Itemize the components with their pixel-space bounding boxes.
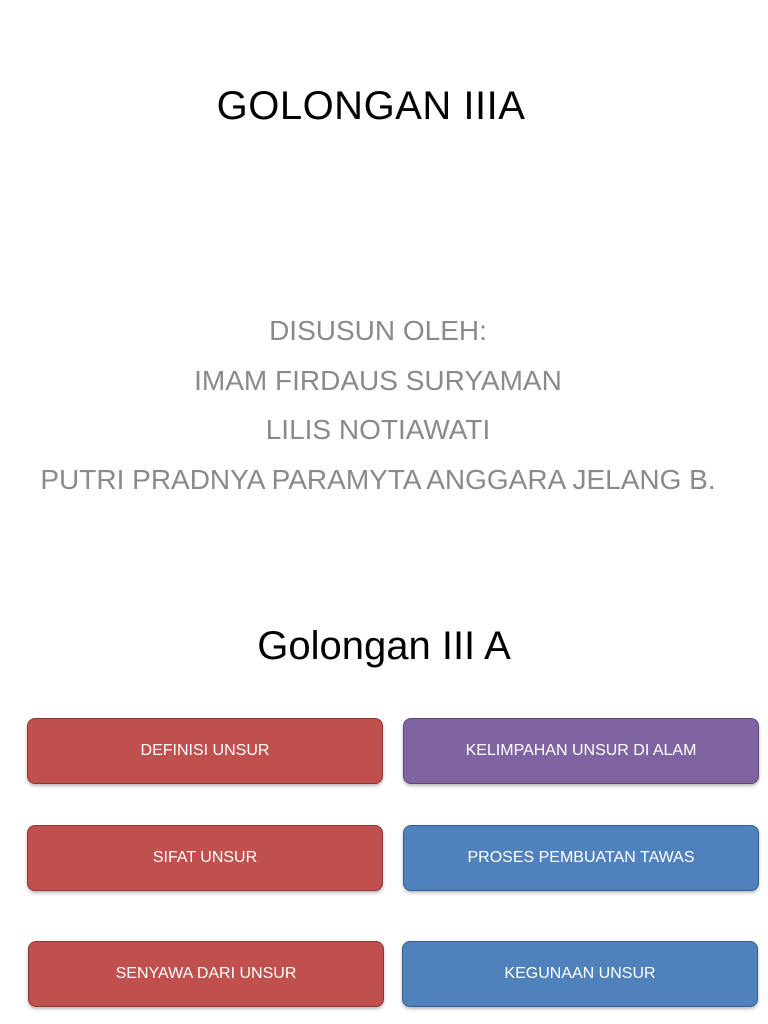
button-label: PROSES PEMBUATAN TAWAS <box>467 849 695 866</box>
authors-block <box>0 306 756 504</box>
author-name: LILIS NOTIAWATI <box>265 414 491 445</box>
author-name: IMAM FIRDAUS SURYAMAN <box>194 364 562 396</box>
button-label: DEFINISI UNSUR <box>140 742 270 759</box>
button-label: SENYAWA DARI UNSUR <box>115 965 297 982</box>
kegunaan-unsur-button[interactable] <box>402 941 758 1007</box>
sifat-unsur-button[interactable] <box>27 825 383 891</box>
button-label: SIFAT UNSUR <box>152 849 258 866</box>
menu-slide <box>0 576 768 1024</box>
authors-heading: DISUSUN OLEH: <box>269 315 487 346</box>
senyawa-dari-unsur-button[interactable] <box>28 941 384 1007</box>
slide-title: GOLONGAN IIIA <box>216 84 526 128</box>
author-name: PUTRI PRADNYA PARAMYTA ANGGARA JELANG B. <box>40 463 716 495</box>
menu-title: Golongan III A <box>257 624 511 668</box>
proses-pembuatan-tawas-button[interactable] <box>403 825 759 891</box>
button-label: KELIMPAHAN UNSUR DI ALAM <box>465 742 697 759</box>
button-label: KEGUNAAN UNSUR <box>504 965 656 982</box>
kelimpahan-unsur-button[interactable] <box>403 718 759 784</box>
definisi-unsur-button[interactable] <box>27 718 383 784</box>
